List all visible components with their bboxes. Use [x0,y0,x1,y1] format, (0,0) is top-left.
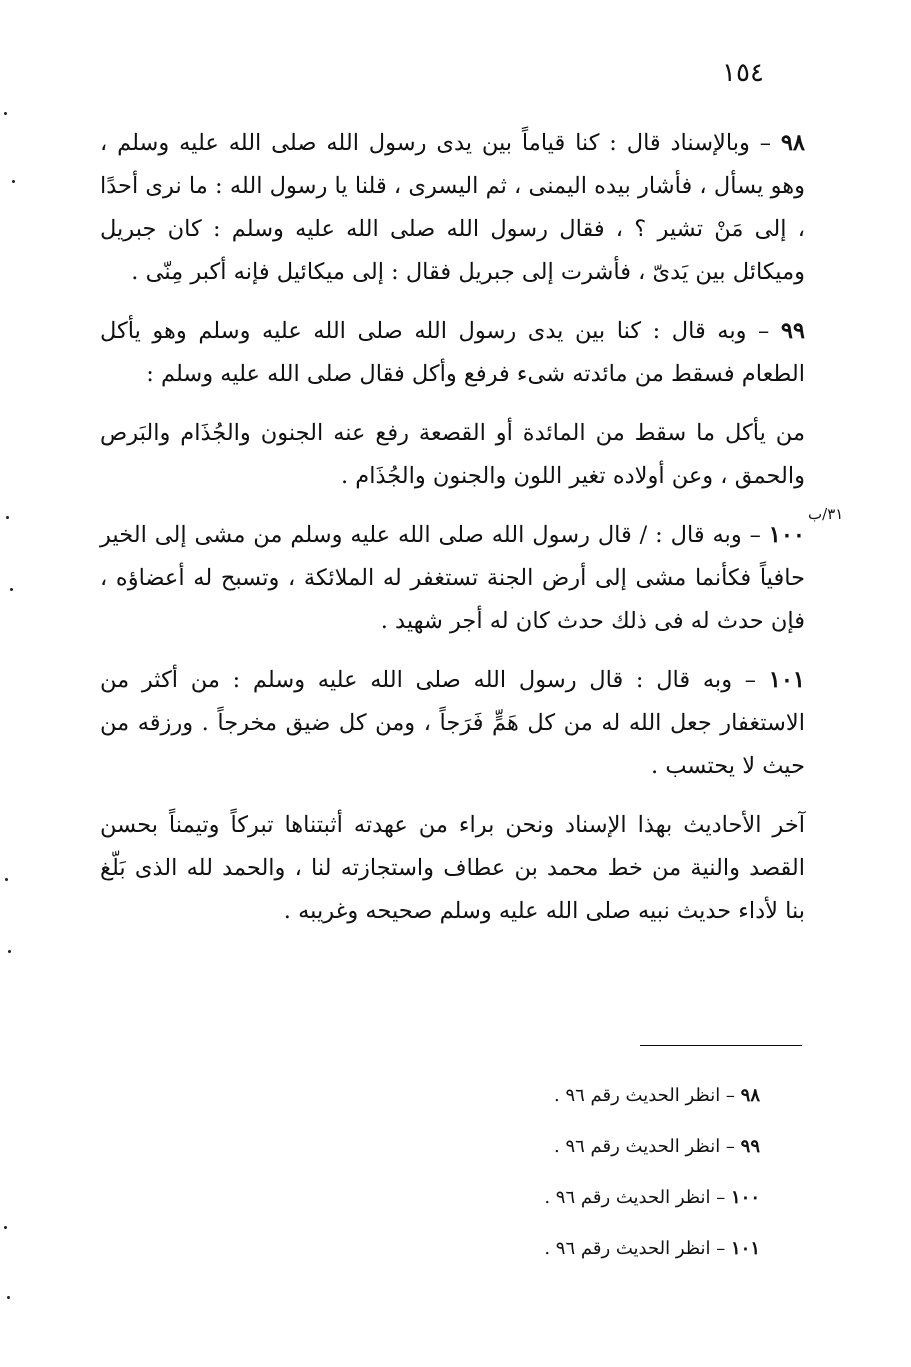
footnote-text: – انظر الحديث رقم ٩٦ . [554,1136,741,1157]
footnote-98 [480,1070,760,1121]
footnote-number: ١٠١ [730,1238,760,1259]
hadith-number: ٩٨ [780,130,805,156]
scan-speck [12,180,15,183]
hadith-98 [100,122,805,294]
scan-speck [4,1226,7,1229]
page-number: ١٥٤ [722,58,764,88]
scan-speck [6,516,9,519]
scan-speck [5,878,8,881]
footnote-divider [640,1045,802,1046]
margin-folio-note: ٣١/ب [808,505,844,523]
hadith-101 [100,659,805,788]
scan-speck [4,112,7,115]
footnote-number: ٩٨ [740,1085,760,1106]
footnote-text: – انظر الحديث رقم ٩٦ . [544,1187,731,1208]
closing-text: آخر الأحاديث بهذا الإسناد ونحن براء من عهدته أثبتناها تبركاً وتيمناً بحسن القصد والنية من خط محمد بن عطاف واستجازته لنا ، والحمد لله الذى بَلّغ بنا لأداء حديث نبيه صلى الله عليه وسلم صحيحه وغريبه . [100,812,805,924]
closing-paragraph [100,804,805,933]
hadith-number: ١٠١ [768,667,805,693]
hadith-text: – وبه قال : كنا بين يدى رسول الله صلى الله عليه وسلم وهو يأكل الطعام فسقط من مائدته شىء فرفع وأكل فقال صلى الله عليه وسلم : [100,318,805,387]
hadith-text: – وبه قال : / قال رسول الله صلى الله عليه وسلم من مشى إلى الخير حافياً فكأنما مشى إلى أرض الجنة تستغفر له الملائكة ، وتسبح له أعضاؤه ، فإن حدث له فى ذلك حدث كان له أجر شهيد . [100,522,805,634]
footnote-text: – انظر الحديث رقم ٩٦ . [554,1085,741,1106]
footnotes [480,1070,760,1274]
footnote-99 [480,1121,760,1172]
scan-speck [7,1296,10,1299]
footnote-100 [480,1172,760,1223]
hadith-100 [100,514,805,643]
hadith-99 [100,310,805,396]
hadith-number: ١٠٠ [768,522,805,548]
scan-speck [10,588,13,591]
footnote-text: – انظر الحديث رقم ٩٦ . [544,1238,731,1259]
hadith-99-saying [100,412,805,498]
hadith-text: – وبه قال : قال رسول الله صلى الله عليه وسلم : من أكثر من الاستغفار جعل الله له من كل هَمٍّ فَرَجاً ، ومن كل ضيق مخرجاً . ورزقه من حيث لا يحتسب . [100,667,805,779]
scan-speck [8,950,11,953]
hadith-text: من يأكل ما سقط من المائدة أو القصعة رفع عنه الجنون والجُذَام والبَرص والحمق ، وعن أولاده تغير اللون والجنون والجُذَام . [100,420,805,489]
hadith-text: – وبالإسناد قال : كنا قياماً بين يدى رسول الله صلى الله عليه وسلم ، وهو يسأل ، فأشار بيده اليمنى ، ثم اليسرى ، قلنا يا رسول الله : ما نرى أحدًا ، إلى مَنْ تشير ؟ ، فقال رسول الله صلى الله عليه وسلم : كان جبريل وميكائل بين يَدىّ ، فأشرت إلى جبريل فقال : إلى ميكائيل فإنه أكبر مِنّى . [100,130,805,285]
footnote-101 [480,1223,760,1274]
main-text [100,122,805,949]
footnote-number: ١٠٠ [730,1187,760,1208]
footnote-number: ٩٩ [740,1136,760,1157]
hadith-number: ٩٩ [780,318,805,344]
